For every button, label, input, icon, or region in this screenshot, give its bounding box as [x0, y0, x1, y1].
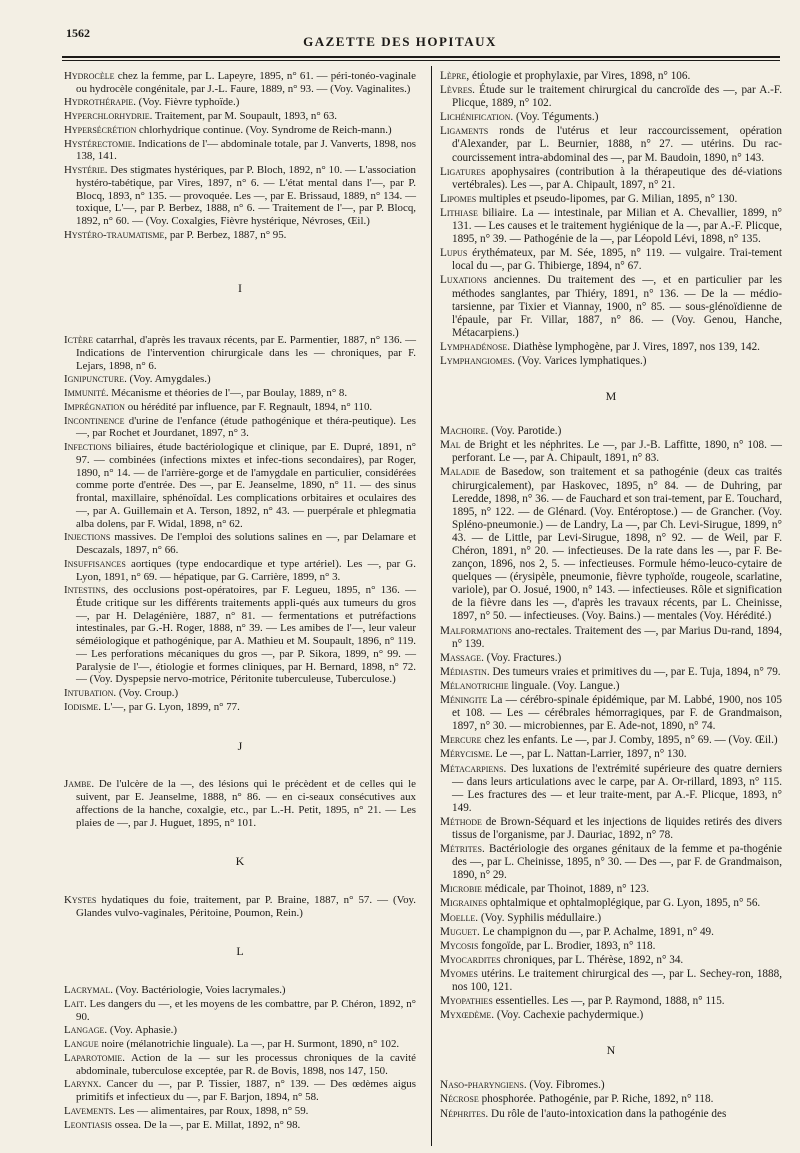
index-entry — [64, 1105, 416, 1118]
entry-headword: Incontinence — [64, 414, 125, 427]
section-letter: I — [238, 280, 242, 295]
index-entry — [440, 680, 782, 693]
index-entry — [440, 912, 782, 925]
entry-headword: Insuffisances — [64, 557, 126, 570]
entry-text: Le champignon du —, par P. Achalme, 1891, n° 49. — [479, 925, 714, 938]
index-entry — [64, 558, 416, 583]
entry-headword: Métacarpiens. — [440, 762, 507, 775]
index-entry — [440, 652, 782, 665]
entry-headword: Nécrose — [440, 1093, 479, 1106]
index-entry — [440, 84, 782, 110]
index-entry — [440, 897, 782, 910]
index-entry — [64, 1038, 416, 1051]
entry-text: essentielles. Les —, par P. Raymond, 1888, n° 115. — [492, 995, 725, 1008]
index-entry — [440, 125, 782, 164]
entry-text: chroniques, par L. Thérèse, 1892, n° 34. — [500, 953, 684, 966]
entry-headword: Luxations — [440, 274, 487, 287]
entry-headword: Immunité. — [64, 387, 109, 400]
entry-headword: Intubation. — [64, 687, 117, 700]
index-entry — [64, 164, 416, 228]
entry-headword: Lèpre, — [440, 70, 470, 82]
entry-headword: Hystérectomie. — [64, 137, 136, 150]
index-entry — [440, 111, 782, 124]
entry-headword: Hydrothérapie. — [64, 96, 136, 109]
index-entry — [440, 763, 782, 815]
entry-text: noire (mélanotrichie linguale). La —, par H. Surmont, 1890, n° 102. — [98, 1038, 400, 1051]
entry-text: (Voy. Bactériologie, Voies lacrymales.) — [112, 984, 286, 997]
index-entry — [64, 334, 416, 372]
entry-text: (Voy. Parotide.) — [488, 425, 562, 438]
entry-headword: Myxœdème. — [440, 1009, 495, 1022]
index-entry — [64, 1024, 416, 1037]
index-entry — [440, 247, 782, 273]
index-entry — [64, 584, 416, 686]
index-entry — [64, 894, 416, 919]
index-entry — [64, 401, 416, 414]
index-entry — [440, 207, 782, 246]
index-entry — [440, 940, 782, 953]
entry-headword: Kystes — [64, 893, 97, 906]
index-entry — [440, 968, 782, 994]
entry-headword: Iodisme. — [64, 700, 102, 713]
entry-text: linguale. (Voy. Langue.) — [508, 679, 620, 692]
entry-text: médicale, par Thoinot, 1889, n° 123. — [481, 883, 650, 896]
entry-text: (Voy. Téguments.) — [513, 111, 599, 124]
index-entry — [64, 124, 416, 137]
entry-headword: Lymphadénose. — [440, 340, 511, 353]
entry-headword: Myocardites — [440, 953, 501, 966]
entry-text: de Bright et les néphrites. Le —, par J.-B. Laffitte, 1890, n° 108. — perforant. Le —, par A. Chipault, 1891, n° 83. — [452, 439, 782, 465]
entry-headword: Migraines — [440, 897, 488, 910]
entry-text: de Basedow, son traitement et sa pathogénie (deux cas traités chirurgicalement), par Haskovec, 1895, n° 84. — de Duhring, par Leredde, 1898, n° 36. — de Fauchard et son trai-tement, par E. Touchard, 1895, n° 122. — de Glénard. (Voy. Entéroptose.) — de Grancher. (Voy. Spléno-pneumonie.) — de Landry, La —, par Ch. Levi-Sirugue, 1899, n° 43. — de Little, par Levi-Sirugue, 1898, n° 92. — de Weil, par F. Chéron, 1891, n° 20. — infectieuses. De la rate dans les —, par F. Be-zançon, 1896, nos 2, 5. — infectieuses. Formule hémo-leuco-cytaire de quelques — (érysipèle, pneumonie, fièvre typhoïde, rougeole, scarlatine, variole), par O. Josué, 1900, n° 143. — infectieuses. Rôle et signification de la fièvre dans les —, d'après les travaux récents, par L. Cheinisse, 1897, n° 50. — infectieuses. (Voy. Bains.) — mentales (Voy. Hérédité.) — [452, 466, 782, 623]
entry-text: L'—, par G. Lyon, 1899, n° 77. — [101, 700, 240, 713]
index-entry — [440, 274, 782, 339]
index-entry — [440, 883, 782, 896]
entry-text: chlorhydrique continue. (Voy. Syndrome de Reich-mann.) — [136, 123, 392, 136]
index-entry — [64, 1119, 416, 1132]
entry-headword: Méthode — [440, 815, 482, 828]
entry-headword: Mélanotrichie — [440, 679, 509, 692]
index-entry — [64, 70, 416, 95]
entry-text: érythémateux, par M. Sée, 1895, n° 119. — vulgaire. Trai-tement local du —, par G. Thibierge, 1894, n° 67. — [452, 247, 782, 273]
entry-text: (Voy. Aphasie.) — [107, 1024, 178, 1037]
right-column — [440, 70, 782, 1122]
entry-text: des occlusions post-opératoires, par F. Legueu, 1895, n° 136. — Étude critique sur les différents traitements appli-qués aux tumeurs du gros —, par H. Delagénière, 1887, n° 81. — fermentations et putréfactions intestinales, par G.-H. Roger, 1888, n° 39. — Les amibes de l'—, leur valeur séméiologique et pathogénique, par A. Mathieu et M. Soupault, 1896, n° 119. — Les perforations mécaniques du gros —, par P. Sikora, 1899, n° 99. — Paralysie de l'—, étiologie et formes cliniques, par H. Bernard, 1898, n° 72. — (Voy. Dyspepsie nervo-motrice, Péritonite tuberculeuse, Tuberculose.) — [76, 584, 416, 686]
entry-text: La — cérébro-spinale épidémique, par M. Labbé, 1900, nos 105 et 108. — Les — cérébrales hémorragiques, par F. de Grandmaison, 1897, n° 30. — microbiennes, par E. Ade-not, 1890, n° 74. — [452, 694, 782, 733]
entry-text: Les — alimentaires, par Roux, 1898, n° 59. — [115, 1104, 309, 1117]
entry-text: Le —, par L. Nattan-Larrier, 1897, n° 130. — [492, 748, 687, 761]
entry-headword: Myomes — [440, 967, 478, 980]
page-number: 1562 — [66, 26, 90, 40]
entry-headword: Naso-pharyngiens. — [440, 1079, 527, 1092]
entry-headword: Microbie — [440, 883, 482, 896]
index-entry — [64, 998, 416, 1023]
index-entry — [440, 1093, 782, 1106]
entry-headword: Injections — [64, 531, 111, 544]
entry-text: Du rôle de l'auto-intoxication dans la pathogénie des — [488, 1107, 727, 1120]
entry-text: (Voy. Croup.) — [116, 687, 179, 700]
entry-headword: Lipomes — [440, 192, 477, 205]
entry-text: (Voy. Fièvre typhoïde.) — [135, 96, 240, 109]
entry-headword: Méningite — [440, 694, 488, 707]
index-entry — [440, 625, 782, 651]
entry-headword: Hystéro-traumatisme, — [64, 228, 168, 241]
entry-headword: Infections — [64, 441, 112, 454]
entry-text: (Voy. Amygdales.) — [126, 373, 211, 386]
index-entry — [64, 387, 416, 400]
index-entry — [64, 110, 416, 123]
entry-text: ossea. De la —, par E. Millat, 1892, n° 98. — [112, 1118, 301, 1131]
index-entry — [440, 816, 782, 842]
header-rule-thick — [62, 56, 780, 58]
column-divider — [431, 66, 432, 1146]
index-entry — [64, 441, 416, 530]
index-entry — [440, 466, 782, 623]
index-entry — [64, 778, 416, 829]
index-entry — [440, 1009, 782, 1022]
section-letter: N — [606, 1043, 616, 1058]
entry-headword: Ignipuncture. — [64, 373, 127, 386]
entry-text: multiples et pseudo-lipomes, par G. Milian, 1895, n° 130. — [476, 192, 738, 205]
entry-text: aortiques (type endocardique et type artériel). Les —, par G. Lyon, 1891, n° 69. — hépatique, par G. Carrière, 1899, n° 3. — [76, 557, 416, 583]
index-entry — [440, 341, 782, 354]
entry-text: Étude sur le traitement chirurgical du cancroïde des —, par A.-F. Plicque, 1889, n° 102. — [452, 84, 782, 110]
index-entry — [440, 439, 782, 465]
index-entry — [64, 415, 416, 440]
entry-headword: Hystérie. — [64, 164, 108, 177]
running-head: GAZETTE DES HOPITAUX — [303, 34, 497, 49]
entry-text: par P. Berbez, 1887, n° 95. — [167, 228, 287, 241]
entry-text: Des tumeurs vraies et primitives du —, par E. Tuja, 1894, n° 79. — [489, 665, 781, 678]
entry-headword: Lupus — [440, 247, 468, 260]
index-entry — [440, 995, 782, 1008]
left-column — [64, 70, 416, 1132]
entry-text: Traitement, par M. Soupault, 1893, n° 63. — [152, 110, 338, 123]
entry-text: chez la femme, par L. Lapeyre, 1895, n° 61. — péri-tonéo-vaginale ou hydrocèle congénitale, par J.-L. Faure, 1889, n° 93. — (Voy. Vaginalites.) — [76, 70, 416, 95]
entry-text: d'urine de l'enfance (étude pathogénique et théra-peutique). Les —, par Rochet et Jourdanet, 1897, n° 3. — [76, 414, 416, 440]
entry-headword: Lacrymal. — [64, 984, 113, 997]
entry-text: (Voy. Cachexie pachydermique.) — [494, 1009, 644, 1022]
index-entry — [64, 373, 416, 386]
index-entry — [440, 355, 782, 368]
entry-text: Mécanisme et théories de l'—, par Boulay, 1889, n° 8. — [108, 387, 348, 400]
entry-text: de Brown-Séquard et les injections de liquides retirés des divers tissus de l'organisme, par J. Dauriac, 1892, n° 78. — [452, 815, 782, 841]
index-entry — [440, 954, 782, 967]
entry-headword: Jambe. — [64, 778, 95, 791]
index-entry — [64, 1052, 416, 1077]
entry-headword: Massage. — [440, 651, 484, 664]
index-entry — [64, 96, 416, 109]
entry-text: Action de la — sur les processus chroniques de la cavité abdominale, tuberculose exceptée, par R. de Bovis, 1898, nos 147, 150. — [76, 1051, 416, 1077]
entry-headword: Myopathies — [440, 995, 493, 1008]
entry-headword: Lithiase — [440, 206, 478, 219]
entry-text: utérins. Le traitement chirurgical des —, par L. Sechey-ron, 1888, nos 100, 121. — [452, 967, 782, 993]
entry-headword: Hypersécrétion — [64, 123, 137, 136]
entry-headword: Ligatures — [440, 165, 486, 178]
entry-headword: Lait. — [64, 997, 87, 1010]
entry-text: Cancer du —, par P. Tissier, 1887, n° 139. — Des œdèmes aigus primitifs et infectieux du —, par F. Barjon, 1894, n° 58. — [76, 1078, 416, 1104]
entry-headword: Machoire. — [440, 425, 489, 438]
entry-headword: Langue — [64, 1038, 99, 1051]
entry-text: Diathèse lymphogène, par J. Vires, 1897, nos 139, 142. — [510, 340, 760, 353]
entry-text: anciennes. Du traitement des —, et en particulier par les méthodes sanglantes, par Thiéry, 1891, n° 136. — De la — médio-tarsienne, par Tixier et Viannay, 1900, n° 85. — sous-glénoïdienne de l'épaule, par Fr. Villar, 1887, n° 86. — (Voy. Genou, Hanche, Métacarpiens.) — [452, 274, 782, 339]
entry-headword: Lavements. — [64, 1104, 116, 1117]
section-letter: J — [237, 738, 243, 753]
index-entry — [440, 666, 782, 679]
index-entry — [64, 229, 416, 242]
index-entry — [440, 166, 782, 192]
entry-text: biliaire. La — intestinale, par Milian et A. Chevallier, 1899, n° 131. — Les causes et le traitement hygiénique de la —, par A.-F. Plicque, 1895, n° 39. — Pathogénie de la —, par Léopold Lévi, 1898, n° 135. — [452, 206, 782, 246]
entry-headword: Langage. — [64, 1024, 108, 1037]
entry-headword: Ligaments — [440, 125, 489, 138]
entry-headword: Mal — [440, 439, 461, 452]
section-letter: M — [605, 389, 617, 404]
entry-headword: Mercure — [440, 734, 482, 747]
entry-text: (Voy. Fractures.) — [483, 651, 562, 664]
index-entry — [64, 138, 416, 163]
entry-text: ophtalmique et ophtalmoplégique, par G. Lyon, 1895, n° 56. — [487, 897, 761, 910]
index-entry — [440, 748, 782, 761]
entry-text: (Voy. Syphilis médullaire.) — [478, 911, 602, 924]
entry-headword: Métrites. — [440, 843, 485, 856]
entry-text: hydatiques du foie, traitement, par P. Braine, 1887, n° 57. — (Voy. Glandes vulvo-vaginales, Péritoine, Poumon, Rein.) — [76, 893, 416, 919]
entry-headword: Mérycisme. — [440, 748, 493, 761]
entry-text: chez les enfants. Le —, par J. Comby, 1895, n° 69. — (Voy. Œil.) — [481, 734, 778, 747]
entry-headword: Leontiasis — [64, 1118, 112, 1131]
entry-headword: Malformations — [440, 624, 512, 637]
entry-text: ano-rectales. Traitement des —, par Marius Du-rand, 1894, n° 139. — [452, 624, 782, 650]
entry-headword: Muguet. — [440, 925, 480, 938]
entry-text: Des luxations de l'extrémité supérieure des quatre derniers — dans leurs articulations avec le carpe, par A. Or-rillard, 1893, n° 115. — Les fractures des — et leur traite-ment, par A.-F. Plicque, 1893, n° 149. — [452, 762, 782, 814]
index-entry — [64, 1078, 416, 1103]
index-entry — [440, 1108, 782, 1121]
entry-headword: Hyperchlorhydrie. — [64, 110, 153, 123]
entry-headword: Lichénification. — [440, 111, 514, 124]
entry-headword: Intestins, — [64, 584, 109, 597]
index-entry — [440, 843, 782, 882]
section-letter: K — [235, 854, 245, 869]
entry-text: Indications de l'— abdominale totale, par J. Vanverts, 1898, nos 138, 141. — [76, 137, 416, 163]
index-entry — [64, 687, 416, 700]
index-entry — [440, 193, 782, 206]
index-entry — [64, 531, 416, 556]
header-rule-thin — [62, 60, 780, 61]
entry-text: ou hérédité par influence, par F. Regnault, 1894, n° 110. — [124, 400, 373, 413]
entry-text: fongoïde, par L. Brodier, 1893, n° 118. — [478, 939, 656, 952]
entry-text: (Voy. Varices lymphatiques.) — [514, 354, 647, 367]
entry-headword: Mycosis — [440, 939, 479, 952]
entry-text: (Voy. Fibromes.) — [526, 1079, 605, 1092]
index-entry — [440, 70, 782, 83]
index-entry — [440, 734, 782, 747]
entry-headword: Lymphangiomes. — [440, 354, 515, 367]
entry-headword: Lèvres. — [440, 84, 475, 97]
entry-headword: Néphrites. — [440, 1107, 489, 1120]
entry-text: Des stigmates hystériques, par P. Bloch, 1892, n° 10. — L'association hystéro-tabétique, par Vires, 1897, n° 6. — L'état mental dans l'—, par P. Blocq, 1893, n° 135. — provoquée. Les —, par E. Brissaud, 1889, n° 134. — toxique, L'—, par P. Berbez, 1888, n° 6. — Traitement de l'—, par P. Blocq, 1892, n° 60. — (Voy. Coxalgies, Fièvre hystérique, Névroses, Œil.) — [76, 164, 416, 228]
entry-headword: Maladie — [440, 466, 480, 479]
entry-text: apophysaires (contribution à la thérapeutique des dé-viations vertébrales). Les —, par A. Chipault, 1897, n° 21. — [452, 165, 782, 191]
index-entry — [440, 1079, 782, 1092]
entry-headword: Ictère — [64, 334, 93, 347]
entry-text: ronds de l'utérus et leur raccourcissement, opération d'Alexander, par L. Beurnier, 1888, n° 27. — utérins. Du rac-courcissement intra-abdominal des —, par M. Baudoin, 1890, n° 143. — [452, 125, 782, 164]
entry-headword: Médiastin. — [440, 665, 490, 678]
entry-text: De l'ulcère de la —, des lésions qui le précèdent et de celles qui le suivent, par E. Jeanselme, 1888, n° 86. — en ci-seaux consécutives aux affections de la hanche, coxalgie, etc., par L.-H. Petit, 1895, n° 21. — Les plaies de —, par J. Huguet, 1895, n° 101. — [76, 778, 416, 829]
index-entry — [440, 926, 782, 939]
index-entry — [64, 701, 416, 714]
entry-headword: Moelle. — [440, 911, 479, 924]
index-entry — [64, 984, 416, 997]
entry-text: Bactériologie des organes génitaux de la femme et pa-thogénie des —, par L. Cheinisse, 1895, n° 30. — Des —, par F. de Grandmaison, 1890, n° 29. — [452, 843, 782, 882]
entry-headword: Laparotomie. — [64, 1051, 125, 1064]
entry-text: Les dangers du —, et les moyens de les combattre, par P. Chéron, 1892, n° 90. — [76, 997, 416, 1023]
entry-text: catarrhal, d'après les travaux récents, par E. Parmentier, 1887, n° 136. — Indications de l'intervention chirurgicale dans les — chroniques, par F. Lejars, 1898, n° 6. — [76, 334, 416, 372]
index-entry — [440, 425, 782, 438]
entry-headword: Hydrocèle — [64, 70, 115, 82]
entry-headword: Larynx. — [64, 1078, 102, 1091]
entry-text: étiologie et prophylaxie, par Vires, 1898, n° 106. — [469, 70, 691, 82]
section-letter: L — [236, 944, 244, 959]
entry-text: massives. De l'emploi des solutions salines en —, par Delamare et Descazals, 1897, n° 66. — [76, 531, 416, 557]
entry-text: biliaires, étude bactériologique et clinique, par E. Dupré, 1891, n° 97. — combinées (infections mixtes et infec-tions secondaires), par Roger, 1890, n° 14. — de l'arrière-gorge et de l'amygdale en particulier, considérées comme porte d'entrée. Des —, par E. Jeanselme, 1890, n° 11. — des sinus frontal, maxillaire, sphénoïdal. Les complications orbitaires et oculaires des —, par A. Guillemain et A. Terson, 1892, n° 43. — puerpérale et phlegmatia alba dolens, par F. Widal, 1898, n° 62. — [76, 441, 416, 530]
entry-text: phosphorée. Pathogénie, par P. Riche, 1892, n° 118. — [478, 1093, 714, 1106]
index-entry — [440, 694, 782, 733]
entry-headword: Imprégnation — [64, 400, 125, 413]
